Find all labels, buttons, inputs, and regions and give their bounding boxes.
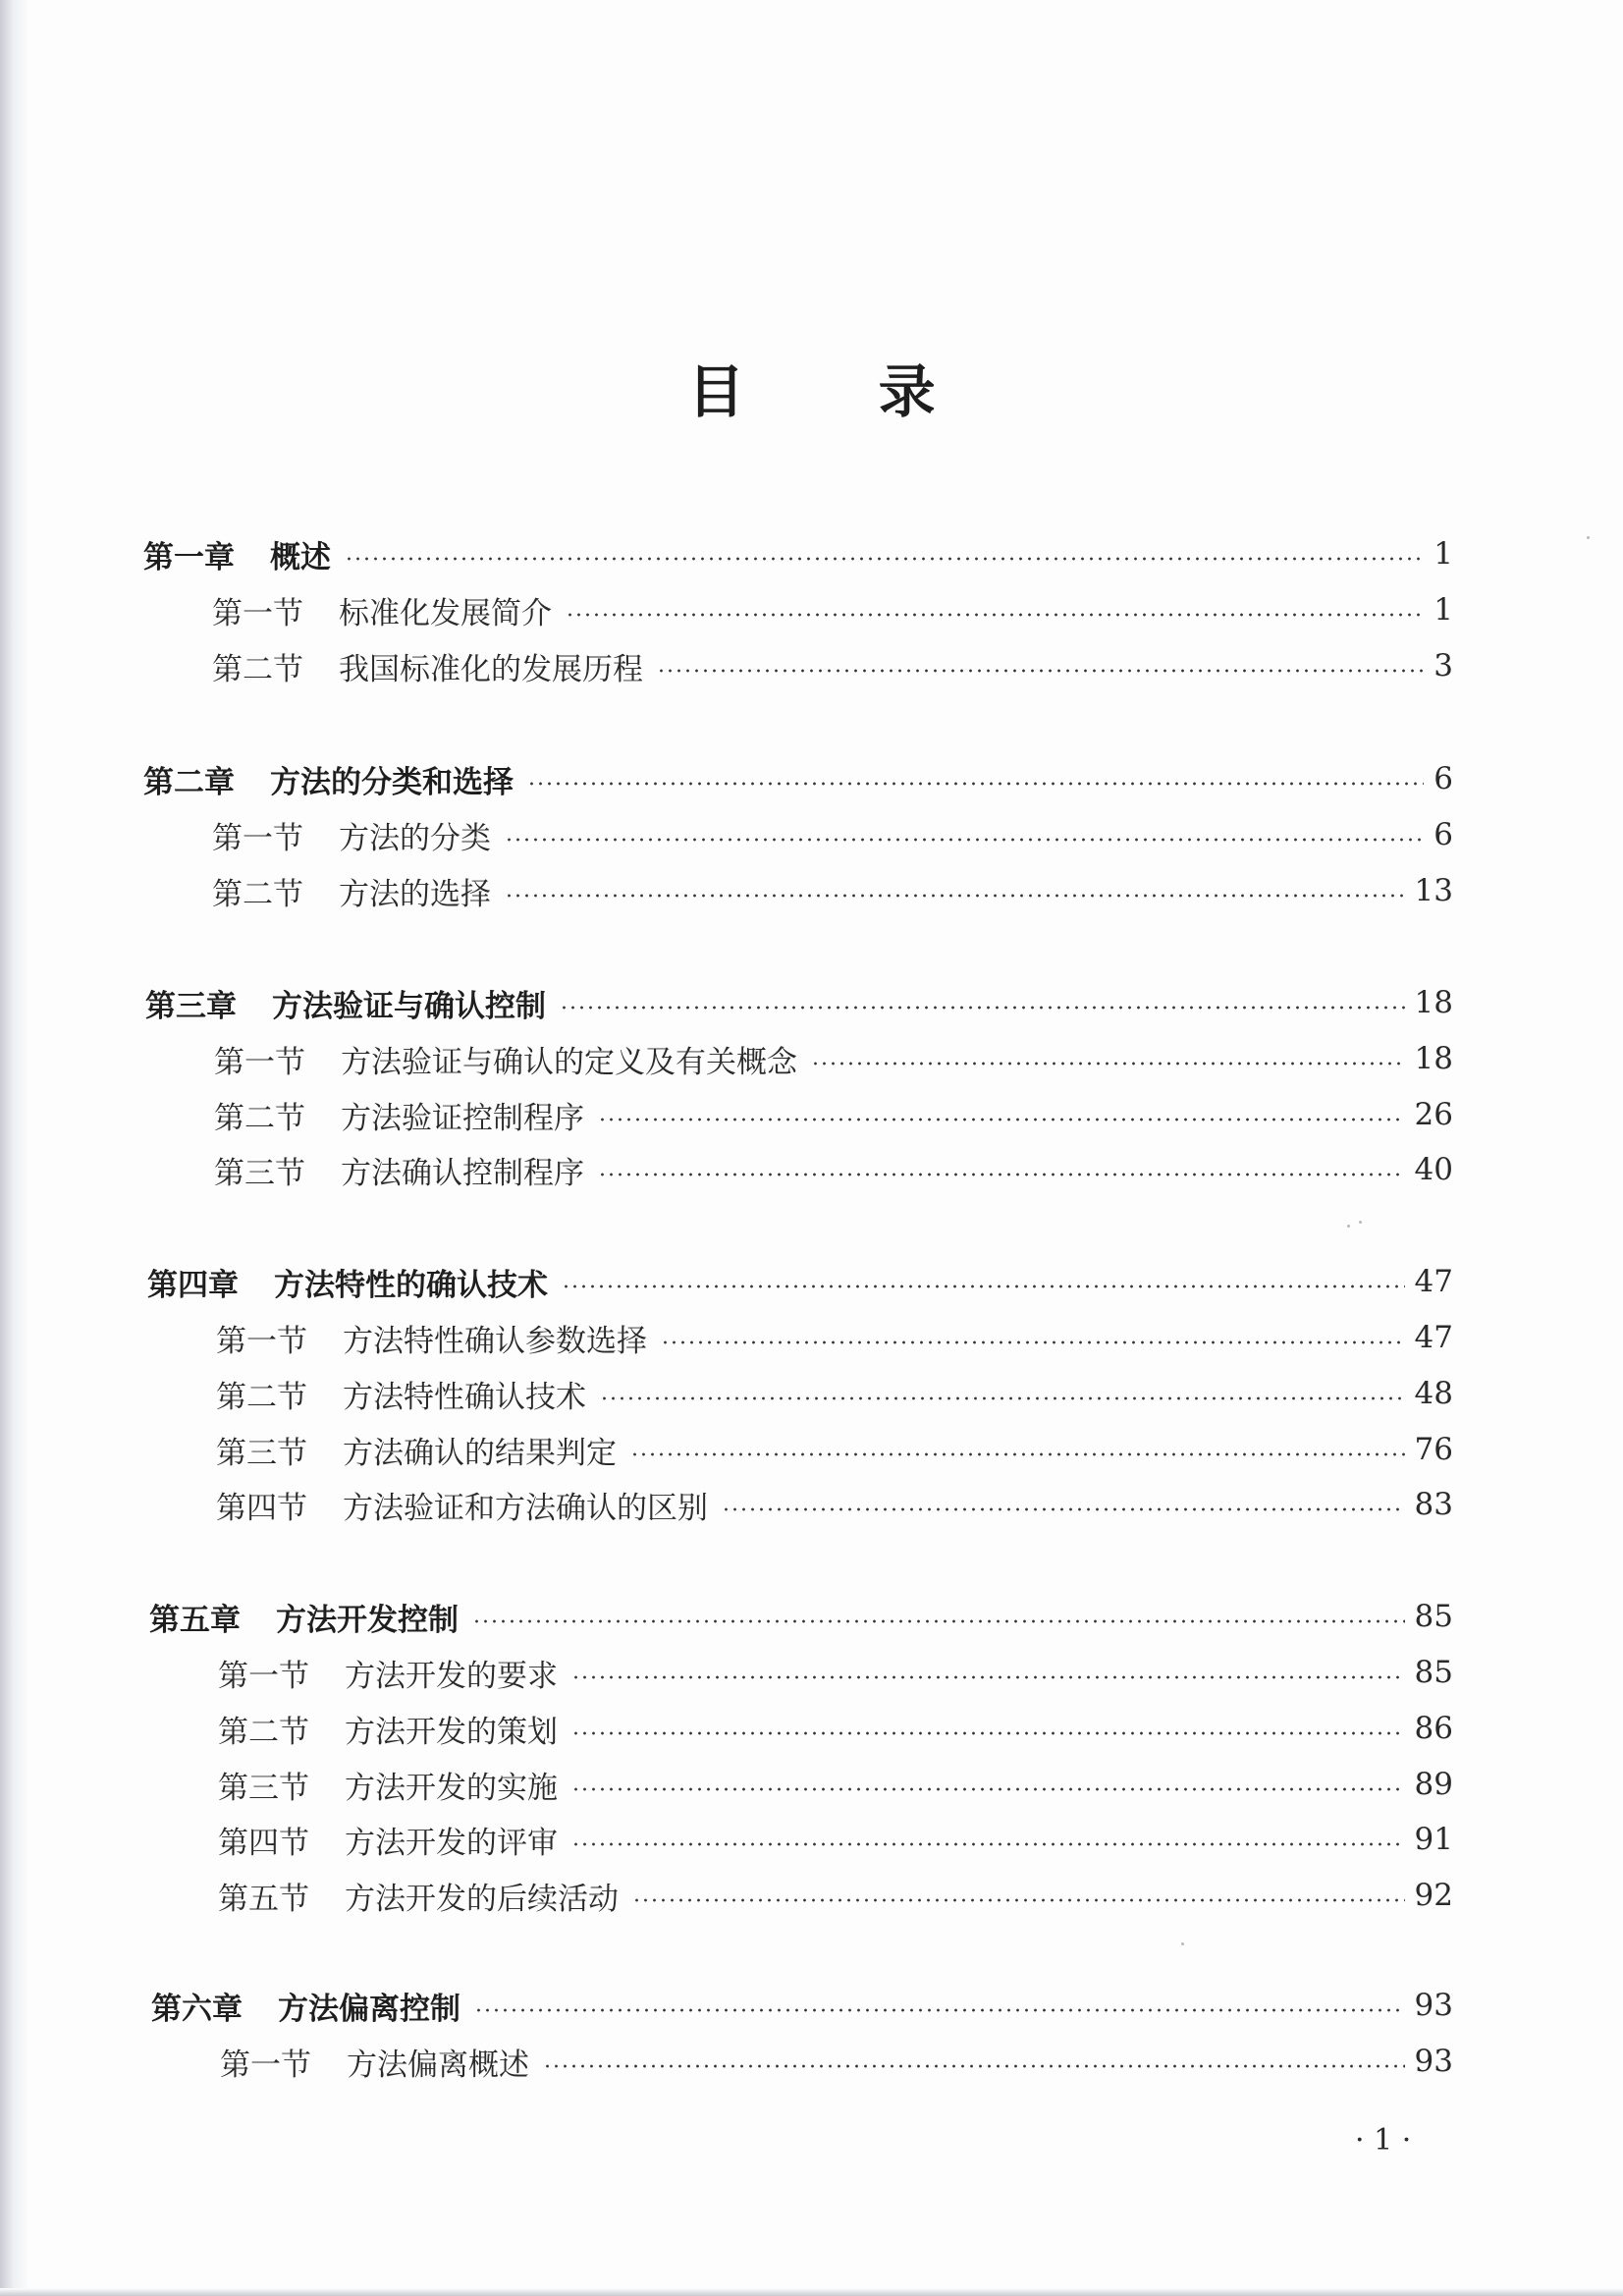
section-number: 第二节 [212,876,303,912]
section-title: 标准化发展简介 [339,595,552,631]
page-folio: · 1 · [1355,2123,1412,2158]
chapter-number: 第三章 [145,988,237,1024]
page-number: 76 [1414,1432,1453,1467]
section-number: 第三节 [216,1435,307,1471]
toc-section-3-1[interactable] [214,1039,1453,1078]
dot-leader [598,1118,1405,1121]
toc-section-2-2[interactable] [212,871,1453,910]
dot-leader [527,782,1424,786]
page-number: 83 [1414,1487,1453,1522]
dot-leader [811,1062,1405,1066]
toc-section-2-1[interactable] [212,815,1453,854]
page-number: 91 [1414,1822,1453,1857]
chapter-number: 第五章 [149,1602,241,1638]
section-title: 方法确认控制程序 [341,1155,584,1191]
page-number: 93 [1414,1988,1453,2023]
chapter-number: 第四章 [147,1267,239,1303]
section-number: 第一节 [218,1658,309,1694]
section-title: 方法特性确认技术 [343,1379,586,1415]
section-number: 第四节 [216,1490,307,1526]
page-number: 47 [1414,1320,1453,1355]
section-number: 第一节 [212,820,303,856]
page-number: 93 [1414,2044,1453,2079]
page-number: 26 [1414,1097,1453,1132]
dot-leader [657,669,1424,673]
dot-leader [661,1340,1405,1344]
toc-section-1-2[interactable] [212,646,1453,685]
toc-section-4-2[interactable] [216,1374,1453,1413]
toc-section-5-1[interactable] [218,1653,1453,1692]
dot-leader [571,1731,1405,1735]
page-number: 85 [1414,1599,1453,1634]
toc-section-3-2[interactable] [214,1095,1453,1134]
section-title: 方法开发的评审 [345,1825,558,1861]
toc-chapter-3[interactable] [145,983,1453,1022]
section-number: 第一节 [212,595,303,631]
chapter-title: 方法开发控制 [276,1602,459,1638]
chapter-title: 方法验证与确认控制 [272,988,546,1024]
section-number: 第一节 [214,1044,305,1080]
page-number: 18 [1414,1041,1453,1076]
page-title: 目 录 [687,358,993,425]
dot-leader [722,1507,1405,1511]
section-title: 方法偏离概述 [347,2047,529,2083]
section-title: 方法的选择 [339,876,491,912]
dot-leader [632,1898,1405,1902]
chapter-number: 第二章 [143,764,235,800]
page-number: 6 [1434,817,1453,852]
section-title: 方法的分类 [339,820,491,856]
section-title: 方法验证与确认的定义及有关概念 [341,1044,797,1080]
dot-leader [571,1787,1405,1791]
toc-chapter-6[interactable] [151,1986,1453,2025]
section-number: 第二节 [214,1100,305,1136]
dot-leader [560,1006,1405,1010]
page-number: 48 [1414,1376,1453,1411]
chapter-title: 概述 [270,539,331,575]
page-number: 13 [1414,873,1453,908]
toc-section-5-3[interactable] [218,1765,1453,1804]
toc-section-5-5[interactable] [218,1876,1453,1915]
toc-section-4-3[interactable] [216,1430,1453,1469]
section-number: 第一节 [216,1323,307,1359]
section-title: 方法开发的策划 [345,1714,558,1750]
section-number: 第二节 [218,1714,309,1750]
chapter-title: 方法的分类和选择 [270,764,514,800]
section-number: 第一节 [220,2047,311,2083]
dot-leader [566,613,1424,617]
page-number: 1 [1434,592,1453,628]
section-title: 方法确认的结果判定 [343,1435,617,1471]
toc-chapter-5[interactable] [149,1597,1453,1636]
section-number: 第三节 [214,1155,305,1191]
dot-leader [505,838,1424,842]
toc-section-1-1[interactable] [212,590,1453,629]
toc-section-5-4[interactable] [218,1820,1453,1859]
dot-leader [562,1285,1405,1288]
section-number: 第五节 [218,1881,309,1917]
dot-leader [345,557,1424,561]
section-number: 第二节 [212,651,303,687]
dot-leader [543,2064,1405,2068]
section-title: 方法验证控制程序 [341,1100,584,1136]
page-number: 86 [1414,1711,1453,1746]
page-bottom-edge [0,2288,1623,2296]
section-number: 第二节 [216,1379,307,1415]
chapter-number: 第六章 [151,1991,243,2027]
dot-leader [600,1396,1405,1400]
toc-section-5-2[interactable] [218,1709,1453,1748]
toc-chapter-4[interactable] [147,1262,1453,1301]
page-number: 18 [1414,985,1453,1020]
section-title: 方法特性确认参数选择 [343,1323,647,1359]
section-title: 方法开发的要求 [345,1658,558,1694]
toc-chapter-2[interactable] [143,759,1453,798]
section-number: 第三节 [218,1770,309,1806]
page-number: 1 [1434,536,1453,572]
section-number: 第四节 [218,1825,309,1861]
toc-section-4-1[interactable] [216,1318,1453,1357]
toc-section-4-4[interactable] [216,1485,1453,1524]
page-number: 47 [1414,1264,1453,1299]
dot-leader [571,1842,1405,1846]
page-number: 3 [1434,648,1453,683]
page-number: 92 [1414,1878,1453,1913]
section-title: 我国标准化的发展历程 [339,651,643,687]
chapter-title: 方法特性的确认技术 [274,1267,548,1303]
toc-section-6-1[interactable] [220,2042,1453,2081]
section-title: 方法验证和方法确认的区别 [343,1490,708,1526]
dot-leader [571,1675,1405,1679]
dot-leader [630,1452,1405,1456]
dot-leader [472,1619,1405,1623]
page-number: 6 [1434,761,1453,796]
section-title: 方法开发的后续活动 [345,1881,619,1917]
dot-leader [505,894,1405,898]
toc-section-3-3[interactable] [214,1150,1453,1189]
dot-leader [474,2008,1405,2012]
toc-chapter-1[interactable] [143,534,1453,574]
page-number: 89 [1414,1767,1453,1802]
chapter-title: 方法偏离控制 [278,1991,460,2027]
page-number: 85 [1414,1655,1453,1690]
page-number: 40 [1414,1152,1453,1187]
dot-leader [598,1173,1405,1176]
section-title: 方法开发的实施 [345,1770,558,1806]
chapter-number: 第一章 [143,539,235,575]
